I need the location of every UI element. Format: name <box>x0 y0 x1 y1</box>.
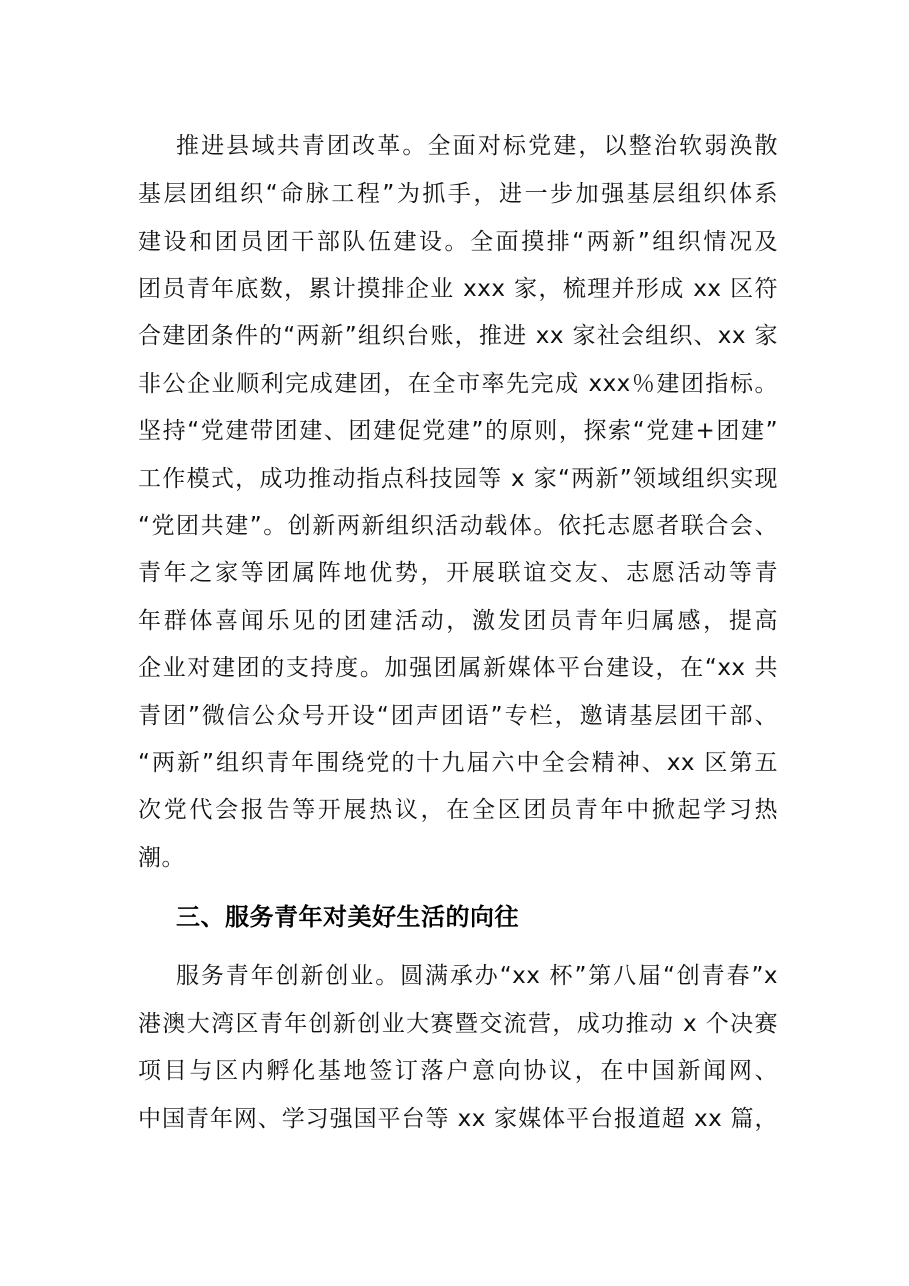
paragraph-1-line-15: 次党代会报告等开展热议，在全区团员青年中掀起学习热 <box>138 797 778 823</box>
paragraph-1-line-6: 非公企业顺利完成建团，在全市率先完成 xxx％建团指标。 <box>138 371 778 397</box>
paragraph-2-line-1: 服务青年创新创业。圆满承办“xx 杯”第八届“创青春”x <box>176 963 778 989</box>
section-heading: 三、服务青年对美好生活的向往 <box>176 903 519 931</box>
paragraph-2-line-3: 项目与区内孵化基地签订落户意向协议，在中国新闻网、 <box>138 1058 778 1084</box>
paragraph-1-line-8: 工作模式，成功推动指点科技园等 x 家“两新”领域组织实现 <box>138 466 778 492</box>
paragraph-1-line-14: “两新”组织青年围绕党的十九届六中全会精神、xx 区第五 <box>138 750 778 776</box>
paragraph-1-line-1: 推进县域共青团改革。全面对标党建，以整治软弱涣散 <box>176 133 778 159</box>
paragraph-2-line-4: 中国青年网、学习强国平台等 xx 家媒体平台报道超 xx 篇， <box>138 1106 778 1132</box>
paragraph-1-line-16: 潮。 <box>138 845 185 871</box>
paragraph-2-line-2: 港澳大湾区青年创新创业大赛暨交流营，成功推动 x 个决赛 <box>138 1011 778 1037</box>
paragraph-1-line-12: 企业对建团的支持度。加强团属新媒体平台建设，在“xx 共 <box>138 655 778 681</box>
paragraph-1-line-9: “党团共建”。创新两新组织活动载体。依托志愿者联合会、 <box>138 513 778 539</box>
paragraph-1-line-4: 团员青年底数，累计摸排企业 xxx 家，梳理并形成 xx 区符 <box>138 276 778 302</box>
paragraph-1-line-5: 合建团条件的“两新”组织台账，推进 xx 家社会组织、xx 家 <box>138 323 778 349</box>
paragraph-1-line-10: 青年之家等团属阵地优势，开展联谊交友、志愿活动等青 <box>138 560 778 586</box>
paragraph-1-line-3: 建设和团员团干部队伍建设。全面摸排“两新”组织情况及 <box>138 229 778 255</box>
paragraph-1-line-13: 青团”微信公众号开设“团声团语”专栏，邀请基层团干部、 <box>138 703 778 729</box>
paragraph-1-line-2: 基层团组织“命脉工程”为抓手，进一步加强基层组织体系 <box>138 181 778 207</box>
paragraph-1-line-7: 坚持“党建带团建、团建促党建”的原则，探索“党建+团建” <box>138 418 778 444</box>
paragraph-1-line-11: 年群体喜闻乐见的团建活动，激发团员青年归属感，提高 <box>138 608 778 634</box>
